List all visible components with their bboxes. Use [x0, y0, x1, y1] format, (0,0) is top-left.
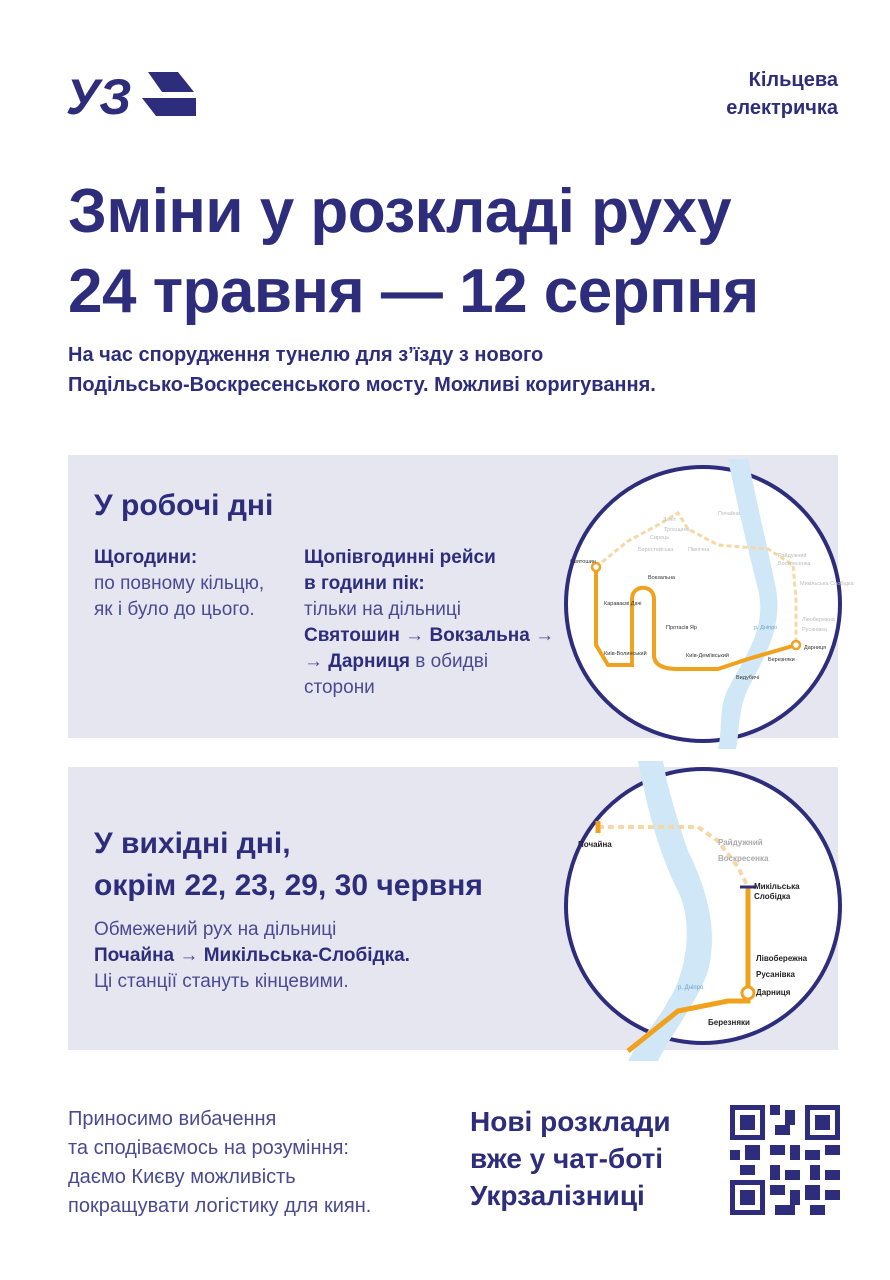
cta-line3: Укрзалізниці	[470, 1180, 645, 1211]
peak-line1: тільки на дільниці	[304, 599, 461, 620]
logo-text: УЗ	[66, 69, 132, 125]
peak-label2: в години пік:	[304, 573, 425, 594]
map-label: Микільська Слобідка	[800, 581, 854, 587]
service-badge	[726, 66, 838, 122]
hourly-block	[94, 545, 294, 623]
map-label: Русанівка	[802, 627, 827, 633]
weekends-heading	[94, 823, 483, 907]
peak-sides: сторони	[304, 677, 375, 698]
hourly-line1: по повному кільцю,	[94, 573, 265, 594]
map-label: Воскресенка	[778, 561, 811, 567]
weekdays-panel	[68, 455, 854, 738]
qr-code-icon[interactable]	[730, 1105, 840, 1215]
peak-station3: Дарниця	[328, 651, 410, 672]
map-label: Дарниця	[804, 645, 827, 651]
map-label: Дарниця	[756, 988, 791, 997]
page-title	[68, 172, 759, 332]
map-label: р. Дніпро	[678, 985, 704, 991]
title-line2: 24 травня — 12 серпня	[68, 257, 759, 326]
peak-route-line2	[304, 649, 564, 675]
weekends-text1: Обмежений рух на дільниці	[94, 919, 337, 940]
map-label: р. Дніпро	[754, 625, 778, 631]
river	[718, 459, 777, 749]
map-label: Березняки	[768, 657, 795, 663]
peak-label1: Щопівгодинні рейси	[304, 547, 496, 568]
weekends-heading-line1: У вихідні дні,	[94, 827, 291, 860]
station-dot	[792, 641, 800, 649]
badge-line1: Кільцева	[748, 69, 838, 91]
map-label: Сирець	[650, 535, 670, 541]
peak-block	[304, 545, 564, 701]
map-label: Берестейська	[638, 547, 674, 553]
map-label: Святошин	[570, 559, 596, 565]
map-label: Райдужний	[778, 553, 807, 559]
arrow: →	[179, 945, 199, 966]
arrow: →	[304, 651, 323, 672]
map-label: Слобідка	[754, 892, 791, 901]
apology-line2: та сподіваємось на розуміння:	[68, 1137, 349, 1159]
cta-line1: Нові розклади	[470, 1106, 671, 1137]
arrow: →	[535, 625, 555, 646]
map-label: Березняки	[708, 1018, 750, 1027]
weekends-heading-line2: окрім 22, 23, 29, 30 червня	[94, 869, 483, 902]
map-label: Північна	[688, 547, 710, 553]
weekends-panel	[68, 767, 838, 1050]
peak-station2: Вокзальна	[429, 625, 530, 646]
page-subtitle	[68, 340, 656, 400]
apology-line3: даємо Києву можливість	[68, 1166, 296, 1188]
station-dot	[742, 987, 754, 999]
peak-both-ways: в обидві	[415, 651, 489, 672]
badge-line2: електричка	[726, 97, 838, 119]
weekends-text	[94, 917, 534, 995]
weekends-route	[94, 943, 534, 969]
apology-line4: покращувати логістику для киян.	[68, 1195, 372, 1217]
weekends-map	[564, 767, 842, 1045]
chatbot-cta	[470, 1103, 671, 1214]
map-label: Райдужний	[718, 838, 763, 847]
map-label: Київ-Деміївський	[686, 653, 729, 659]
map-label: Зеніт	[663, 517, 677, 523]
apology-text	[68, 1105, 371, 1221]
peak-station1: Святошин	[304, 625, 400, 646]
map-label: Почайна	[578, 840, 612, 849]
peak-route-line	[304, 623, 564, 649]
weekdays-heading: У робочі дні	[94, 489, 274, 522]
weekends-text2: Ці станції стануть кінцевими.	[94, 971, 349, 992]
map-label: Почайна	[718, 511, 740, 517]
subtitle-line1: На час спорудження тунелю для з’їзду з нового	[68, 344, 544, 366]
map-label: Русанівка	[756, 970, 796, 979]
route-from: Почайна	[94, 945, 175, 966]
cta-line2: вже у чат-боті	[470, 1143, 664, 1174]
map-label: Київ-Волинський	[604, 651, 647, 657]
weekdays-map-svg	[568, 469, 854, 739]
map-label: Микільська	[754, 882, 800, 891]
hourly-line2: як і було до цього.	[94, 599, 255, 620]
weekdays-map	[564, 465, 854, 743]
subtitle-line2: Подільсько-Воскресенського мосту. Можливі коригування.	[68, 374, 656, 396]
arrow: →	[405, 625, 425, 646]
map-label: Воскресенка	[718, 854, 769, 863]
apology-line1: Приносимо вибачення	[68, 1108, 277, 1130]
map-label: Лівобережна	[802, 617, 835, 623]
map-label: Вокзальна	[648, 575, 675, 581]
map-label: Караваєві Дачі	[604, 601, 642, 607]
map-label: Троєщина	[664, 527, 690, 533]
uz-logo	[66, 68, 196, 125]
map-label: Видубичі	[736, 675, 760, 681]
map-label: Лівобережна	[756, 954, 808, 963]
route-to: Микільська-Слобідка.	[203, 945, 410, 966]
hourly-label: Щогодини:	[94, 547, 198, 568]
title-line1: Зміни у розкладі руху	[68, 177, 732, 246]
map-label: Протасів Яр	[666, 625, 697, 631]
weekends-map-svg	[568, 771, 838, 1041]
